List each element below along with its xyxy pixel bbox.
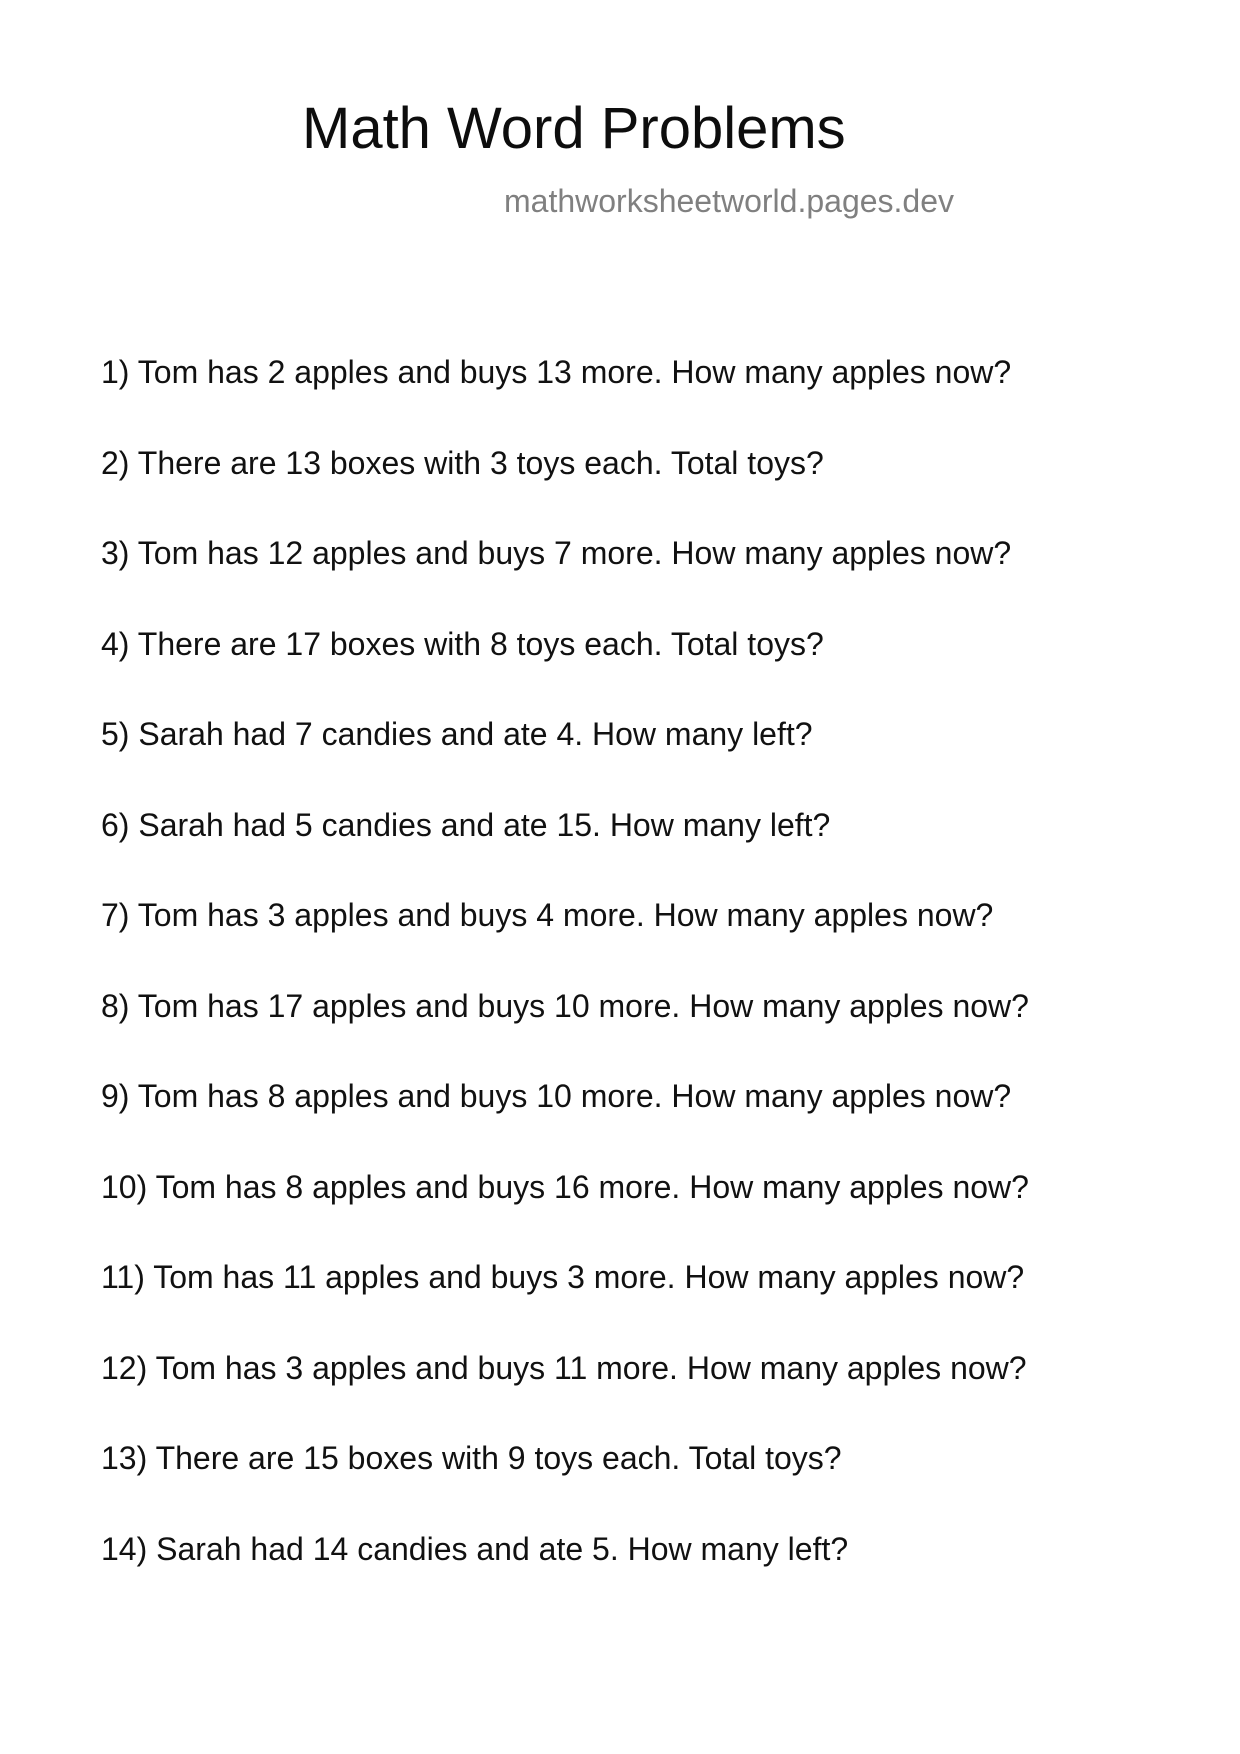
problem-item: 1) Tom has 2 apples and buys 13 more. How many apples now? xyxy=(101,354,1012,390)
problem-item: 10) Tom has 8 apples and buys 16 more. How many apples now? xyxy=(101,1168,1029,1205)
problem-item: 5) Sarah had 7 candies and ate 4. How many left? xyxy=(101,716,813,752)
problem-list xyxy=(101,352,1029,1619)
problem-item: 2) There are 13 boxes with 3 toys each. Total toys? xyxy=(101,444,824,481)
problem-item: 11) Tom has 11 apples and buys 3 more. How many apples now? xyxy=(101,1259,1025,1295)
problem-item: 3) Tom has 12 apples and buys 7 more. How many apples now? xyxy=(101,535,1012,571)
problem-item: 12) Tom has 3 apples and buys 11 more. How many apples now? xyxy=(101,1349,1027,1386)
problem-item: 9) Tom has 8 apples and buys 10 more. How many apples now? xyxy=(101,1078,1012,1114)
problem-item: 6) Sarah had 5 candies and ate 15. How many left? xyxy=(101,806,831,843)
problem-item: 8) Tom has 17 apples and buys 10 more. How many apples now? xyxy=(101,987,1029,1024)
problem-item: 13) There are 15 boxes with 9 toys each. Total toys? xyxy=(101,1440,842,1476)
page-title: Math Word Problems xyxy=(302,96,846,161)
website-url: mathworksheetworld.pages.dev xyxy=(504,183,955,219)
problem-item: 4) There are 17 boxes with 8 toys each. Total toys? xyxy=(101,625,824,662)
problem-item: 14) Sarah had 14 candies and ate 5. How many left? xyxy=(101,1530,849,1567)
problem-item: 7) Tom has 3 apples and buys 4 more. How many apples now? xyxy=(101,897,994,933)
